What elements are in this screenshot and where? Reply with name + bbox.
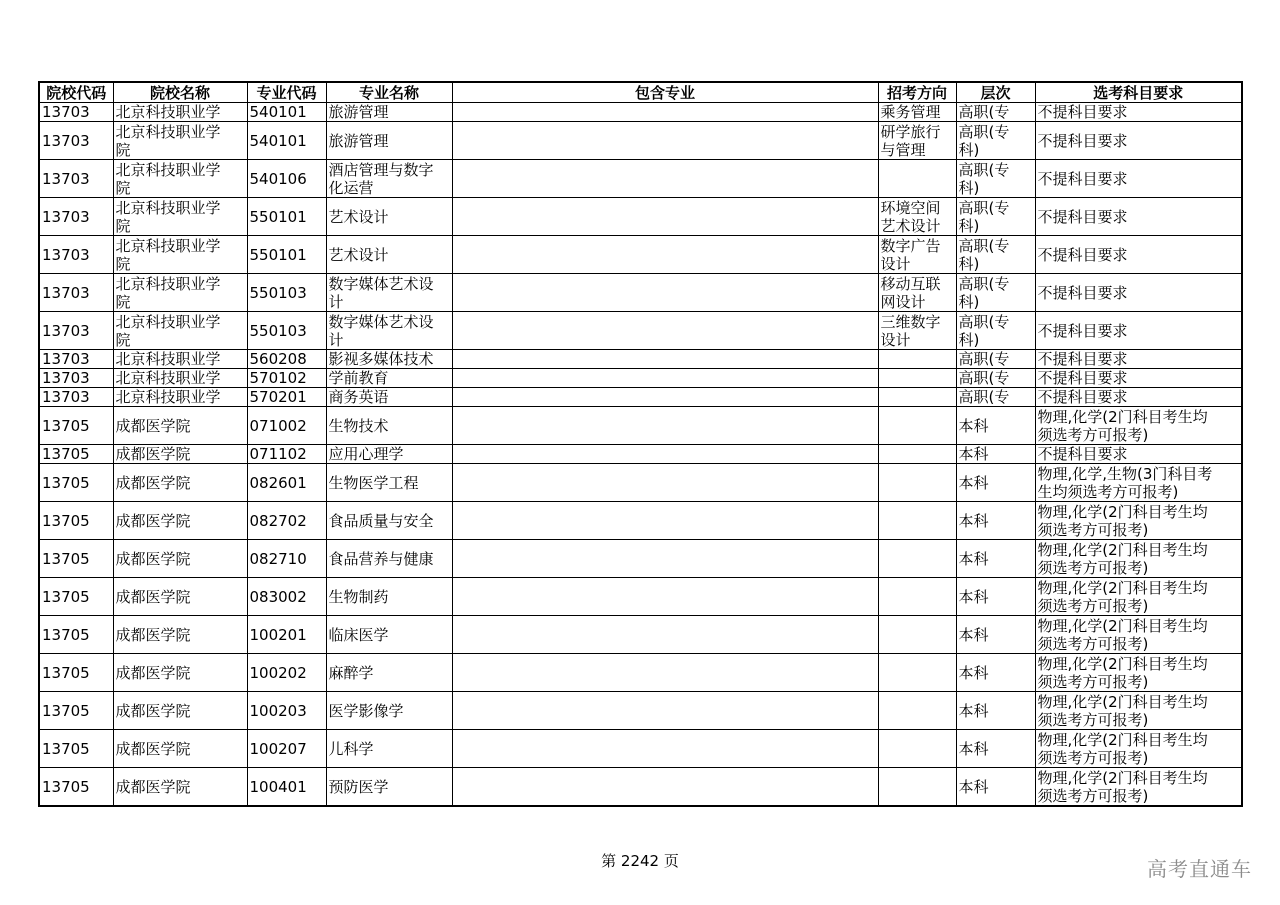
cell-school-name: 成都医学院 (113, 616, 247, 654)
page-number: 第 2242 页 (601, 852, 679, 870)
cell-included-majors (452, 103, 878, 122)
cell-level: 本科 (956, 616, 1035, 654)
cell-direction (878, 654, 956, 692)
cell-major-name: 生物医学工程 (326, 464, 452, 502)
table-row (39, 616, 1242, 654)
cell-school-code: 13705 (39, 768, 113, 807)
cell-direction (878, 616, 956, 654)
cell-subject-requirement: 物理,化学(2门科目考生均 须选考方可报考) (1035, 616, 1242, 654)
cell-major-name: 影视多媒体技术 (326, 350, 452, 369)
watermark: 高考直通车 (1147, 857, 1252, 881)
cell-major-name: 旅游管理 (326, 122, 452, 160)
table-row (39, 312, 1242, 350)
cell-included-majors (452, 578, 878, 616)
cell-major-name: 商务英语 (326, 388, 452, 407)
cell-school-name: 成都医学院 (113, 654, 247, 692)
cell-level: 本科 (956, 540, 1035, 578)
cell-subject-requirement: 不提科目要求 (1035, 388, 1242, 407)
cell-subject-requirement: 不提科目要求 (1035, 122, 1242, 160)
cell-major-name: 儿科学 (326, 730, 452, 768)
cell-level: 本科 (956, 578, 1035, 616)
cell-school-code: 13705 (39, 502, 113, 540)
cell-direction (878, 369, 956, 388)
cell-school-name: 北京科技职业学 (113, 103, 247, 122)
cell-direction: 移动互联 网设计 (878, 274, 956, 312)
cell-subject-requirement: 物理,化学(2门科目考生均 须选考方可报考) (1035, 502, 1242, 540)
cell-major-name: 食品营养与健康 (326, 540, 452, 578)
cell-level: 高职(专 科) (956, 236, 1035, 274)
cell-school-code: 13705 (39, 445, 113, 464)
cell-level: 高职(专 (956, 369, 1035, 388)
cell-included-majors (452, 540, 878, 578)
cell-major-name: 数字媒体艺术设 计 (326, 312, 452, 350)
cell-school-name: 北京科技职业学 院 (113, 122, 247, 160)
cell-subject-requirement: 物理,化学(2门科目考生均 须选考方可报考) (1035, 654, 1242, 692)
cell-direction: 三维数字 设计 (878, 312, 956, 350)
table-row (39, 407, 1242, 445)
table-header-row (39, 82, 1242, 103)
cell-school-name: 北京科技职业学 院 (113, 160, 247, 198)
cell-major-code: 071002 (247, 407, 326, 445)
cell-major-code: 540101 (247, 103, 326, 122)
table-row (39, 502, 1242, 540)
cell-major-code: 100203 (247, 692, 326, 730)
cell-level: 高职(专 科) (956, 274, 1035, 312)
cell-level: 本科 (956, 654, 1035, 692)
cell-major-name: 艺术设计 (326, 198, 452, 236)
cell-major-name: 数字媒体艺术设 计 (326, 274, 452, 312)
cell-school-code: 13705 (39, 616, 113, 654)
cell-included-majors (452, 654, 878, 692)
cell-included-majors (452, 464, 878, 502)
cell-subject-requirement: 物理,化学(2门科目考生均 须选考方可报考) (1035, 540, 1242, 578)
cell-major-code: 560208 (247, 350, 326, 369)
header-level: 层次 (956, 82, 1035, 103)
cell-school-code: 13703 (39, 350, 113, 369)
cell-level: 本科 (956, 730, 1035, 768)
cell-school-code: 13705 (39, 692, 113, 730)
cell-school-code: 13705 (39, 540, 113, 578)
table-row (39, 198, 1242, 236)
cell-included-majors (452, 122, 878, 160)
header-school-name: 院校名称 (113, 82, 247, 103)
cell-included-majors (452, 274, 878, 312)
cell-school-name: 成都医学院 (113, 768, 247, 807)
cell-included-majors (452, 350, 878, 369)
table-row (39, 578, 1242, 616)
cell-school-code: 13703 (39, 369, 113, 388)
cell-school-name: 成都医学院 (113, 540, 247, 578)
cell-major-code: 550101 (247, 198, 326, 236)
cell-included-majors (452, 369, 878, 388)
cell-direction (878, 692, 956, 730)
table-row (39, 350, 1242, 369)
cell-major-name: 食品质量与安全 (326, 502, 452, 540)
cell-major-name: 旅游管理 (326, 103, 452, 122)
cell-school-name: 北京科技职业学 院 (113, 312, 247, 350)
header-school-code: 院校代码 (39, 82, 113, 103)
cell-direction (878, 730, 956, 768)
cell-level: 本科 (956, 502, 1035, 540)
table-row (39, 103, 1242, 122)
table-row (39, 122, 1242, 160)
cell-included-majors (452, 236, 878, 274)
cell-direction (878, 160, 956, 198)
cell-subject-requirement: 不提科目要求 (1035, 312, 1242, 350)
cell-school-name: 成都医学院 (113, 445, 247, 464)
table-row (39, 445, 1242, 464)
cell-subject-requirement: 物理,化学(2门科目考生均 须选考方可报考) (1035, 578, 1242, 616)
cell-school-code: 13705 (39, 464, 113, 502)
table-row (39, 730, 1242, 768)
cell-included-majors (452, 160, 878, 198)
cell-level: 本科 (956, 768, 1035, 807)
cell-level: 本科 (956, 445, 1035, 464)
cell-subject-requirement: 物理,化学(2门科目考生均 须选考方可报考) (1035, 768, 1242, 807)
cell-level: 本科 (956, 407, 1035, 445)
cell-subject-requirement: 不提科目要求 (1035, 274, 1242, 312)
cell-major-code: 100207 (247, 730, 326, 768)
cell-major-code: 570102 (247, 369, 326, 388)
cell-direction (878, 388, 956, 407)
cell-subject-requirement: 不提科目要求 (1035, 445, 1242, 464)
cell-major-code: 100202 (247, 654, 326, 692)
cell-school-code: 13705 (39, 578, 113, 616)
cell-subject-requirement: 不提科目要求 (1035, 160, 1242, 198)
cell-level: 高职(专 (956, 388, 1035, 407)
cell-included-majors (452, 407, 878, 445)
cell-included-majors (452, 768, 878, 807)
cell-included-majors (452, 730, 878, 768)
cell-major-name: 生物制药 (326, 578, 452, 616)
cell-direction: 环境空间 艺术设计 (878, 198, 956, 236)
cell-school-code: 13703 (39, 160, 113, 198)
table-row (39, 388, 1242, 407)
cell-direction (878, 407, 956, 445)
cell-major-code: 082601 (247, 464, 326, 502)
cell-included-majors (452, 616, 878, 654)
cell-subject-requirement: 不提科目要求 (1035, 236, 1242, 274)
header-major-name: 专业名称 (326, 82, 452, 103)
cell-subject-requirement: 不提科目要求 (1035, 103, 1242, 122)
cell-direction (878, 445, 956, 464)
cell-school-code: 13703 (39, 388, 113, 407)
cell-school-name: 成都医学院 (113, 464, 247, 502)
header-included-majors: 包含专业 (452, 82, 878, 103)
cell-major-code: 082710 (247, 540, 326, 578)
cell-major-name: 临床医学 (326, 616, 452, 654)
cell-direction (878, 350, 956, 369)
table-row (39, 274, 1242, 312)
cell-school-name: 成都医学院 (113, 730, 247, 768)
header-subject-requirement: 选考科目要求 (1035, 82, 1242, 103)
cell-school-code: 13703 (39, 274, 113, 312)
cell-major-code: 082702 (247, 502, 326, 540)
cell-level: 本科 (956, 692, 1035, 730)
table-row (39, 540, 1242, 578)
cell-included-majors (452, 312, 878, 350)
cell-direction (878, 464, 956, 502)
cell-level: 高职(专 (956, 103, 1035, 122)
cell-level: 高职(专 科) (956, 198, 1035, 236)
cell-major-code: 550103 (247, 312, 326, 350)
cell-school-name: 成都医学院 (113, 578, 247, 616)
cell-direction: 数字广告 设计 (878, 236, 956, 274)
cell-direction: 研学旅行 与管理 (878, 122, 956, 160)
header-major-code: 专业代码 (247, 82, 326, 103)
header-direction: 招考方向 (878, 82, 956, 103)
cell-level: 高职(专 科) (956, 312, 1035, 350)
cell-major-code: 100201 (247, 616, 326, 654)
table-body (39, 103, 1242, 807)
cell-direction (878, 502, 956, 540)
cell-school-name: 成都医学院 (113, 407, 247, 445)
cell-school-name: 北京科技职业学 院 (113, 236, 247, 274)
cell-school-name: 成都医学院 (113, 502, 247, 540)
cell-major-name: 艺术设计 (326, 236, 452, 274)
cell-school-name: 北京科技职业学 (113, 350, 247, 369)
cell-subject-requirement: 不提科目要求 (1035, 198, 1242, 236)
cell-major-name: 麻醉学 (326, 654, 452, 692)
cell-school-name: 北京科技职业学 院 (113, 198, 247, 236)
cell-included-majors (452, 692, 878, 730)
cell-major-code: 550103 (247, 274, 326, 312)
cell-level: 高职(专 科) (956, 160, 1035, 198)
cell-major-name: 预防医学 (326, 768, 452, 807)
cell-direction: 乘务管理 (878, 103, 956, 122)
cell-level: 本科 (956, 464, 1035, 502)
cell-major-code: 550101 (247, 236, 326, 274)
cell-school-code: 13703 (39, 198, 113, 236)
cell-included-majors (452, 502, 878, 540)
cell-subject-requirement: 物理,化学(2门科目考生均 须选考方可报考) (1035, 730, 1242, 768)
cell-subject-requirement: 不提科目要求 (1035, 369, 1242, 388)
table-row (39, 464, 1242, 502)
table-row (39, 768, 1242, 807)
cell-school-code: 13705 (39, 407, 113, 445)
cell-school-code: 13703 (39, 312, 113, 350)
cell-major-code: 570201 (247, 388, 326, 407)
table-row (39, 654, 1242, 692)
cell-direction (878, 578, 956, 616)
cell-school-name: 成都医学院 (113, 692, 247, 730)
cell-major-name: 学前教育 (326, 369, 452, 388)
cell-school-name: 北京科技职业学 (113, 369, 247, 388)
cell-included-majors (452, 198, 878, 236)
cell-included-majors (452, 445, 878, 464)
cell-subject-requirement: 物理,化学(2门科目考生均 须选考方可报考) (1035, 407, 1242, 445)
table-row (39, 692, 1242, 730)
cell-school-name: 北京科技职业学 院 (113, 274, 247, 312)
cell-major-code: 540106 (247, 160, 326, 198)
cell-major-code: 083002 (247, 578, 326, 616)
cell-subject-requirement: 不提科目要求 (1035, 350, 1242, 369)
cell-school-code: 13705 (39, 654, 113, 692)
cell-school-code: 13703 (39, 236, 113, 274)
admissions-table (38, 81, 1243, 807)
cell-school-code: 13703 (39, 103, 113, 122)
cell-school-code: 13703 (39, 122, 113, 160)
cell-direction (878, 540, 956, 578)
cell-direction (878, 768, 956, 807)
cell-major-name: 酒店管理与数字 化运营 (326, 160, 452, 198)
table-row (39, 236, 1242, 274)
cell-subject-requirement: 物理,化学,生物(3门科目考 生均须选考方可报考) (1035, 464, 1242, 502)
cell-school-code: 13705 (39, 730, 113, 768)
cell-level: 高职(专 科) (956, 122, 1035, 160)
table-row (39, 369, 1242, 388)
cell-included-majors (452, 388, 878, 407)
cell-major-code: 100401 (247, 768, 326, 807)
cell-major-code: 071102 (247, 445, 326, 464)
table-row (39, 160, 1242, 198)
cell-major-name: 医学影像学 (326, 692, 452, 730)
cell-major-name: 应用心理学 (326, 445, 452, 464)
cell-level: 高职(专 (956, 350, 1035, 369)
cell-subject-requirement: 物理,化学(2门科目考生均 须选考方可报考) (1035, 692, 1242, 730)
cell-major-code: 540101 (247, 122, 326, 160)
cell-school-name: 北京科技职业学 (113, 388, 247, 407)
cell-major-name: 生物技术 (326, 407, 452, 445)
